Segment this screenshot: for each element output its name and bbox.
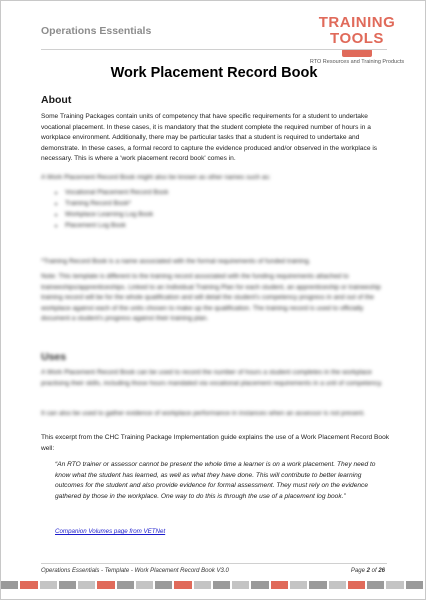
footer-bar-segment bbox=[59, 581, 76, 589]
footer-bar-segment bbox=[155, 581, 172, 589]
footer-bar-segment bbox=[329, 581, 346, 589]
list-item: • Workplace Learning Log Book bbox=[65, 209, 168, 220]
footer-document-name: Operations Essentials - Template - Work Placement Record Book V3.0 bbox=[41, 568, 229, 574]
footer-bar-segment bbox=[194, 581, 211, 589]
uses-heading: Uses bbox=[41, 351, 67, 363]
alternative-names-list bbox=[53, 187, 168, 231]
logo-name: TRAINING TOOLS bbox=[318, 14, 396, 47]
about-paragraph-1-text: Some Training Packages contain units of competency that have specific requirements for a student to undertake vocational placement. In these cases, it is mandatory that the student complete the required number of hours in a workplace environment. Additionally, there may be particular tasks that a student is required to undertake and demonstrate. In these cases, a formal record to capture the evidence produced and/or observed in the workplace is necessary. This is where a 'work placement record book' comes in. bbox=[41, 113, 378, 162]
footer-divider bbox=[41, 563, 387, 564]
header-section-title: Operations Essentials bbox=[41, 25, 152, 37]
uses-paragraph-3: This excerpt from the CHC Training Package Implementation guide explains the use of a Work Placement Record Book well: bbox=[41, 434, 390, 452]
footer-bar-segment bbox=[174, 581, 191, 589]
page-current: 2 bbox=[366, 568, 370, 574]
list-item: • Placement Log Book bbox=[65, 220, 168, 231]
list-item: • Vocational Placement Record Book bbox=[65, 187, 168, 198]
footer-bar-segment bbox=[213, 581, 230, 589]
footer-bar-segment bbox=[348, 581, 365, 589]
footer-bar-segment bbox=[136, 581, 153, 589]
footer-bar-segment bbox=[117, 581, 134, 589]
uses-paragraph-2: It can also be used to gather evidence of workplace performance in instances when an assessor is not present. bbox=[41, 410, 366, 417]
footer-bar-segment bbox=[406, 581, 423, 589]
page-total: 26 bbox=[378, 568, 385, 574]
footer-bar-segment bbox=[232, 581, 249, 589]
footer-bar-segment bbox=[40, 581, 57, 589]
footer-bar-segment bbox=[20, 581, 37, 589]
footer-bar-segment bbox=[97, 581, 114, 589]
footer-bar-segment bbox=[271, 581, 288, 589]
page-of: of bbox=[371, 568, 377, 574]
footer-bar-segment bbox=[367, 581, 384, 589]
training-tools-logo bbox=[307, 15, 407, 65]
footer-bar-segment bbox=[78, 581, 95, 589]
list-item: • Training Record Book* bbox=[65, 198, 168, 209]
footer-bar-segment bbox=[386, 581, 403, 589]
about-paragraph-1 bbox=[41, 112, 391, 165]
footer-bar-segment bbox=[309, 581, 326, 589]
footer-page-number bbox=[351, 568, 385, 574]
guide-quote: “An RTO trainer or assessor cannot be present the whole time a learner is on a work placement. They need to know what the student has learned, as well as what they have done. This will contribute to better learning outcomes for the student and also provide evidence for formal assessment. They must rely on the evidence gathered by those in the workplace. One way to do this is through the use of a placement log book.” bbox=[55, 461, 376, 500]
logo-tagline: RTO Resources and Training Products bbox=[309, 59, 405, 65]
header-divider bbox=[41, 49, 387, 50]
footer-decorative-bar bbox=[1, 581, 425, 589]
uses-paragraph-1: A Work Placement Record Book can be used to record the number of hours a student completes in the workplace practising their skills, including those hours mandated via vocational placement requirements in a unit of competency. bbox=[41, 369, 383, 387]
about-heading: About bbox=[41, 94, 72, 106]
footer-bar-segment bbox=[1, 581, 18, 589]
document-title: Work Placement Record Book bbox=[110, 65, 318, 81]
about-paragraph-3: *Training Record Book is a name associated with the formal requirements of funded training. bbox=[41, 258, 311, 265]
about-paragraph-2: A Work Placement Record Book might also be known as other names such as: bbox=[41, 174, 271, 181]
page-prefix: Page bbox=[350, 568, 365, 574]
companion-volumes-link[interactable]: Companion Volumes page from VETNet bbox=[55, 528, 166, 535]
footer-bar-segment bbox=[290, 581, 307, 589]
footer-bar-segment bbox=[251, 581, 268, 589]
logo-mark-icon bbox=[342, 49, 372, 57]
about-paragraph-4: Note: This template is different to the training record associated with the funding requirements attached to traineeships/apprenticeships. Linked to an Individual Training Plan for each student, an apprenticeship or traineeship training record will be for the whole qualification and will detail the student's competency progress in and out of the workplace against each of the units chosen to make up the qualification. The training record is used to officially document a student's progress against their training plan. bbox=[41, 273, 381, 322]
